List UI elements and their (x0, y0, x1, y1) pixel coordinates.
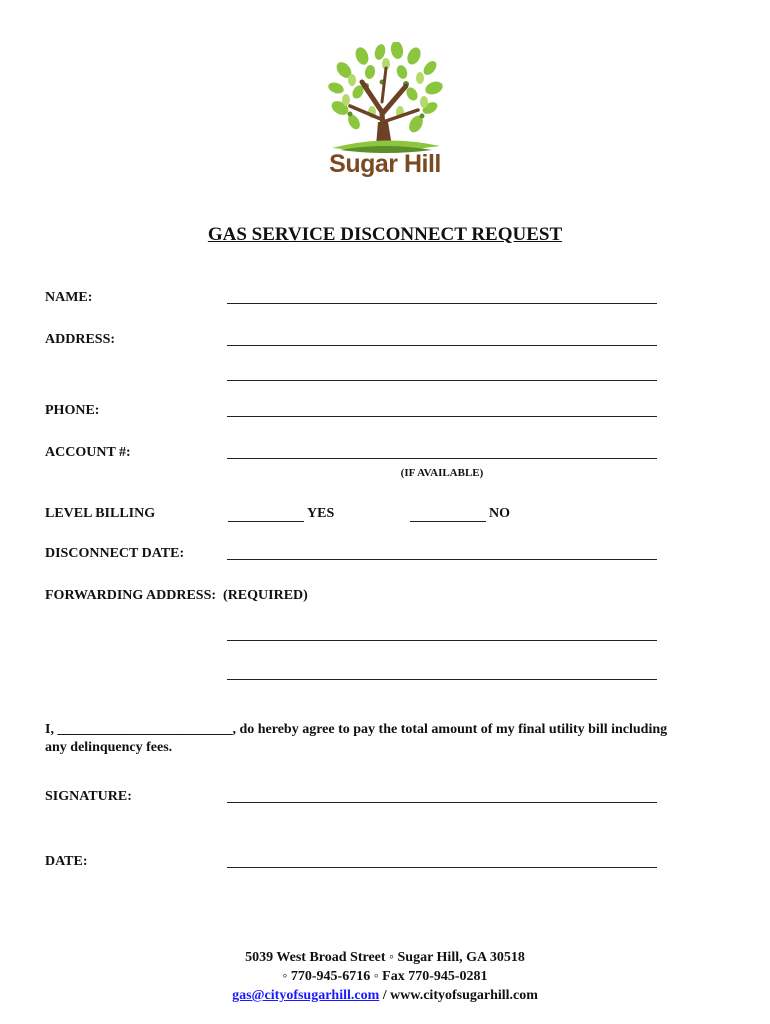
forwarding-address-line2[interactable] (227, 679, 657, 680)
forwarding-address-label: FORWARDING ADDRESS: (REQUIRED) (45, 588, 308, 603)
agreement-text (45, 722, 667, 738)
account-label: ACCOUNT #: (45, 445, 131, 460)
logo-text: Sugar Hill (329, 150, 441, 178)
date-field[interactable] (227, 867, 657, 868)
phone-label: PHONE: (45, 403, 100, 418)
name-label: NAME: (45, 290, 93, 305)
signature-label: SIGNATURE: (45, 789, 132, 804)
agreement-suffix: , do hereby agree to pay the total amount of my final utility bill including (232, 722, 668, 737)
phone-field[interactable] (227, 416, 657, 417)
footer-separator: / (379, 988, 391, 1003)
disconnect-date-field[interactable] (227, 559, 657, 560)
yes-label: YES (307, 506, 335, 521)
footer-address: 5039 West Broad Street ◦ Sugar Hill, GA 30518 (245, 950, 525, 965)
level-billing-label: LEVEL BILLING (45, 506, 156, 521)
signature-field[interactable] (227, 802, 657, 803)
website-text[interactable]: www.cityofsugarhill.com (390, 988, 538, 1003)
disconnect-date-label: DISCONNECT DATE: (45, 546, 185, 561)
address-field-line2[interactable] (227, 380, 657, 381)
agreement-name-blank[interactable]: _________________________ (57, 722, 233, 737)
footer-contact (0, 986, 770, 1005)
address-label: ADDRESS: (45, 332, 116, 347)
footer-phones: ◦ 770-945-6716 ◦ Fax 770-945-0281 (282, 969, 488, 984)
page-title: GAS SERVICE DISCONNECT REQUEST (207, 224, 563, 245)
forwarding-address-line1[interactable] (227, 640, 657, 641)
footer (0, 948, 770, 1005)
name-field[interactable] (227, 303, 657, 304)
email-link[interactable]: gas@cityofsugarhill.com (232, 988, 380, 1003)
level-billing-yes-field[interactable] (228, 521, 304, 522)
no-label: NO (489, 506, 510, 521)
date-label: DATE: (45, 854, 88, 869)
agreement-prefix: I, (45, 722, 58, 737)
agreement-text-line2: any delinquency fees. (45, 740, 173, 755)
level-billing-no-field[interactable] (410, 521, 486, 522)
account-field[interactable] (227, 458, 657, 459)
address-field-line1[interactable] (227, 345, 657, 346)
account-note: (IF AVAILABLE) (400, 467, 484, 479)
